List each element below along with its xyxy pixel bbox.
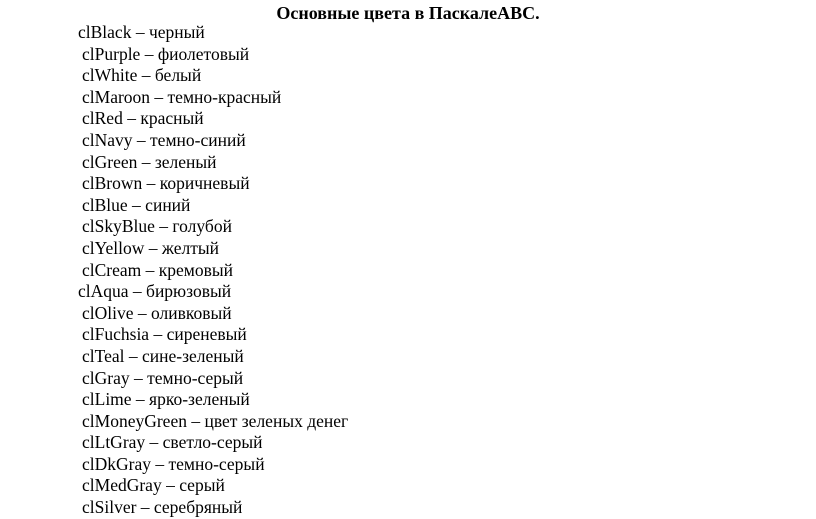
color-list-item: clMoneyGreen – цвет зеленых денег bbox=[82, 410, 349, 431]
color-list-item: clCream – кремовый bbox=[82, 259, 234, 280]
color-list-item: clMaroon – темно-красный bbox=[82, 86, 282, 107]
color-list-item: clGray – темно-серый bbox=[82, 367, 244, 388]
color-list-item: clSkyBlue – голубой bbox=[82, 216, 232, 237]
color-list-item: clTeal – сине-зеленый bbox=[82, 345, 244, 366]
color-list-item: clLtGray – светло-серый bbox=[82, 432, 263, 453]
color-list-item: clBrown – коричневый bbox=[82, 173, 250, 194]
color-list-item: clAqua – бирюзовый bbox=[78, 281, 232, 302]
color-list-item: clLime – ярко-зеленый bbox=[82, 389, 250, 410]
color-list-item: clYellow – желтый bbox=[82, 237, 220, 258]
color-list-item: clSilver – серебряный bbox=[82, 497, 243, 518]
color-list-item: clDkGray – темно-серый bbox=[82, 453, 265, 474]
color-list-item: clRed – красный bbox=[82, 108, 204, 129]
color-list-item: clNavy – темно-синий bbox=[82, 129, 246, 150]
color-list-item: clBlack – черный bbox=[78, 22, 205, 42]
color-list-item: clPurple – фиолетовый bbox=[82, 43, 250, 64]
color-list-item: clGreen – зеленый bbox=[82, 151, 217, 172]
color-list-item: clOlive – оливковый bbox=[82, 302, 232, 323]
color-list-item: clFuchsia – сиреневый bbox=[82, 324, 247, 345]
color-list-item: clWhite – белый bbox=[82, 65, 202, 86]
color-list bbox=[0, 22, 348, 519]
page-title: Основные цвета в ПаскалеABC. bbox=[276, 3, 540, 23]
color-list-item: clMedGray – серый bbox=[82, 475, 225, 496]
color-list-item: clBlue – синий bbox=[82, 194, 191, 215]
